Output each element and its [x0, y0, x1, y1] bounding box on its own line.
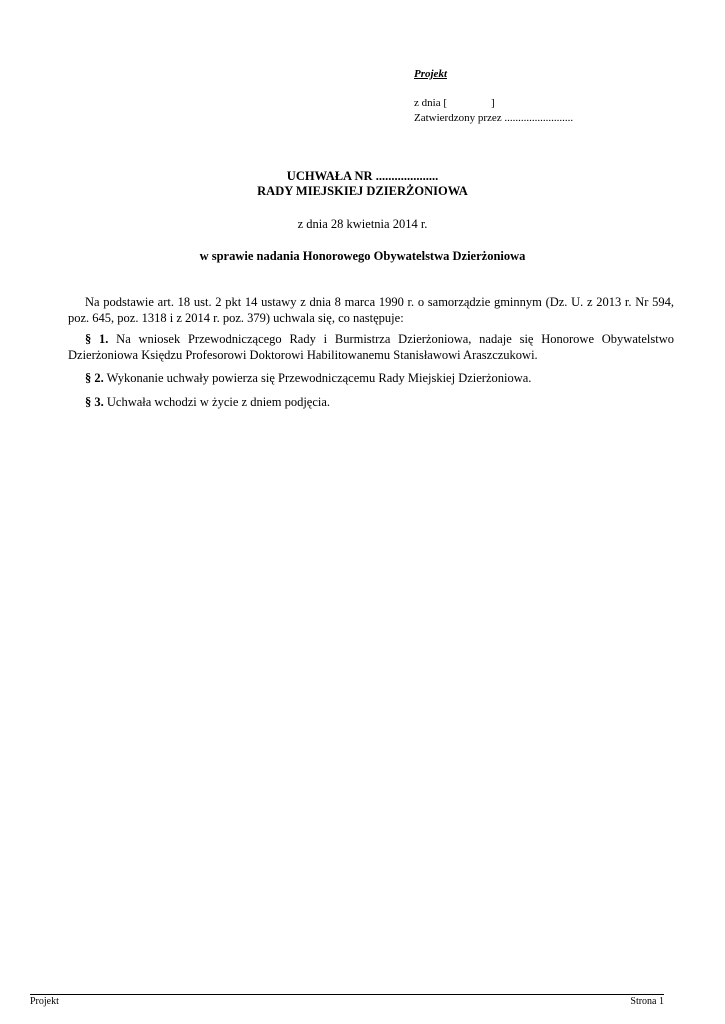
- section-2-label: § 2.: [85, 371, 104, 385]
- section-1-label: § 1.: [85, 332, 109, 346]
- projekt-label: Projekt: [414, 68, 447, 80]
- date-line: z dnia [ ]: [414, 97, 495, 109]
- section-1: [68, 331, 674, 363]
- resolution-subject: w sprawie nadania Honorowego Obywatelstwa Dzierżoniowa: [199, 249, 526, 263]
- section-1-text: Na wniosek Przewodniczącego Rady i Burmistrza Dzierżoniowa, nadaje się Honorowe Obywatelstwo Dzierżoniowa Księdzu Profesorowi Doktorowi Habilitowanemu Stanisławowi Araszczukowi.: [68, 332, 674, 362]
- approved-by-line: Zatwierdzony przez .........................: [414, 112, 574, 124]
- resolution-number: UCHWAŁA NR ....................: [286, 169, 439, 183]
- page-number: Strona 1: [630, 996, 664, 1007]
- section-3-text: Uchwała wchodzi w życie z dniem podjęcia.: [103, 395, 331, 409]
- footer-left-label: Projekt: [30, 996, 59, 1007]
- footer-divider: [30, 994, 664, 995]
- section-3: [68, 394, 674, 410]
- preamble: Na podstawie art. 18 ust. 2 pkt 14 ustawy z dnia 8 marca 1990 r. o samorządzie gminnym (Dz. U. z 2013 r. Nr 594, poz. 645, poz. 1318 i z 2014 r. poz. 379) uchwala się, co następuje:: [68, 295, 674, 325]
- section-2: [68, 370, 674, 386]
- section-3-label: § 3.: [85, 395, 104, 409]
- resolution-date: z dnia 28 kwietnia 2014 r.: [297, 217, 428, 231]
- section-2-text: Wykonanie uchwały powierza się Przewodniczącemu Rady Miejskiej Dzierżoniowa.: [103, 371, 532, 385]
- council-name: RADY MIEJSKIEJ DZIERŻONIOWA: [257, 184, 468, 198]
